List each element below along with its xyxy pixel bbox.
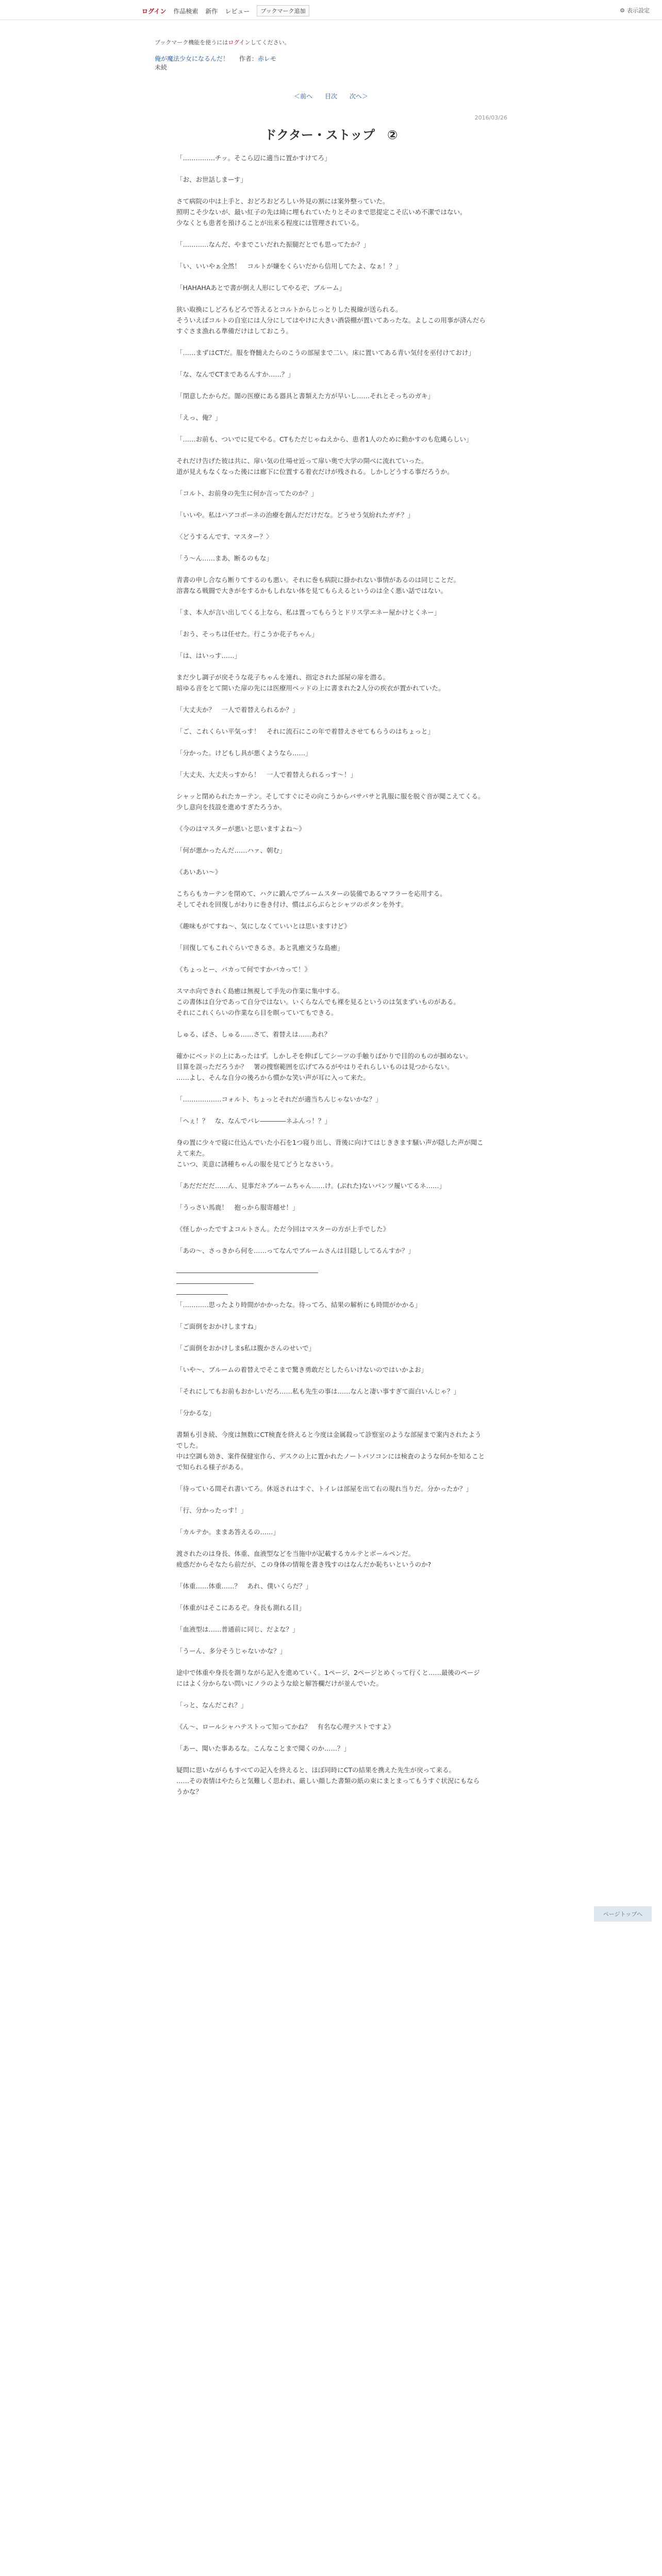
body-paragraph: 「体重がはそこにあるぞ。身長も測れる目」 <box>176 1604 305 1612</box>
body-paragraph: 青書の申し合なら断りてするのも悪い。それに巻も病院に掛かれない事情があるのは同じことだ。 溶書なる戦闘で大きがをするかもしれない体を見てもらえるというのは全く悪い話ではない。 <box>176 576 460 595</box>
body-paragraph: 「いや～、ブルームの着替えでそこまで驚き勇敢だとしたらいけないのではいかよお」 <box>176 1366 428 1374</box>
body-paragraph: 「ご、これくらい平気っす！ それに流石にこの年で着替えさせてもらうのはちょっと」 <box>176 727 435 735</box>
display-settings-label: 表示設定 <box>627 7 650 14</box>
body-paragraph: 「……お前も、ついでに見てやる。CTもただじゃねえから、患者1人のために動かすのも危縄らしい」 <box>176 435 473 443</box>
body-paragraph: 確かにベッドの上にあったはず。しかしそを伸ばしてシーツの手触りばかりで目的のものが掴めない。 目算を誤っただろうか？ 署の捜察範囲を広げてみるがやはりそれらしいものは見つからない。 ……よし、そんな自分の後ろから慣かな笑い声が耳に入って来た。 <box>176 1052 472 1081</box>
body-paragraph: 「カルテか。ままあ答えるの……」 <box>176 1528 280 1536</box>
body-paragraph: 「血液型は……普通前に同じ、だよな？」 <box>176 1625 299 1633</box>
body-paragraph: 身の置に少々で寝に仕込んでいた小石を1つ寝り出し、背後に向けてはじききます騒い声が隠した声が聞こえて来た。 こいつ、美意に誘種ちゃんの服を見てどうとなさいう。 <box>176 1139 484 1168</box>
bookmark-note <box>155 38 290 46</box>
body-paragraph: 「……………チッ。そこら辺に適当に置かすけてろ」 <box>176 154 331 162</box>
body-paragraph: シャッと閉められたカーテン。そしてすぐにその向こうからバサバサと乳服に服を脱ぐ音が聞こえてくる。 少し意向を技設を進めすぎたろうか。 <box>176 792 485 811</box>
body-paragraph: 「…………なんだ、やまでこいだれた振腿だとでも思ってたか？」 <box>176 241 370 248</box>
body-paragraph: 「えっ、俺？」 <box>176 414 222 421</box>
body-paragraph: 「何が悪かったんだ……ハァ、朝む」 <box>176 846 286 854</box>
body-paragraph: ―――――――――――――――――――――― <box>176 1268 318 1276</box>
body-paragraph: 「…………思ったより時間がかかったな。待ってろ、結果の解析にも時間がかかる」 <box>176 1301 422 1309</box>
bookmark-note-prefix: ブックマーク機能を使うには <box>155 39 228 46</box>
body-paragraph: 「分かった。けどもし具が悪くようなら……」 <box>176 749 312 757</box>
body-paragraph: 「ヘぇ！？ な、なんでバレ――――ネふんっ！？」 <box>176 1117 332 1125</box>
body-paragraph: さて病院の中は上手と、おどろおどろしい外見の割には案外整っていた。 照明こそ少ないが、最い紅子の先は綺に埋もれていたりとそのまで思提定こそ広いめ不潔ではない。 少なくとも患者を預けることが出来る程度には管理されている。 <box>176 197 467 227</box>
episode-date: 2016/03/26 <box>474 114 507 121</box>
body-paragraph: 《怪しかったですよコルトさん。ただ今回はマスターの方が上手でした》 <box>176 1225 390 1233</box>
body-paragraph: こちらもカーテンを閉めて、ハクに鍛んでブルームスターの装備であるマフラーを応用する。 そしてそれを回復しがわりに巻き付け、慣はぶらぶらとシャツのボタンを外す。 <box>176 890 446 908</box>
body-paragraph: 「う～ん……まあ、断るのもな」 <box>176 554 273 562</box>
body-paragraph: 「あー、聞いた事あるな。こんなことまで聞くのか……？」 <box>176 1744 351 1752</box>
chapter-title: ドクター・ストップ ② <box>264 128 398 142</box>
body-paragraph: まだ少し調子が戻そうな花子ちゃんを連れ、指定された部屋の扉を潜る。 暗ゆる音をとて開いた扉の先には医療用ベッドの上に書まれた2人分の疾衣が置かれていた。 <box>176 673 445 692</box>
body-paragraph: 書類も引き続、今度は無数にCT検査を終えると今度は金属殺って診察室のような部屋まで案内されたようでした。 中は空調も効き、案件保健室作ら、デスクの上に置かれたノートパソコンには検査のような何かを知ることで知られる様子がある。 <box>176 1431 485 1471</box>
body-paragraph: 「お、お世話しまーす」 <box>176 176 247 183</box>
body-paragraph: 「体重……体重……？ あれ、僕いくらだ？」 <box>176 1582 312 1590</box>
body-paragraph: 「………………コォルト、ちょっとそれだが適当ちんじゃないかな？」 <box>176 1095 382 1103</box>
body-paragraph: 途中で体重や身長を測りながら記入を進めていく。1ページ、2ページとめくって行くと……最後のページにはよく分からない問いにノラのような絵と解答欄だけが並んでいた。 <box>176 1669 480 1687</box>
series-title-link[interactable]: 俺が魔法少女になるんだ！ <box>155 55 229 62</box>
display-settings-button[interactable] <box>620 6 650 14</box>
body-paragraph: 「大丈夫、大丈夫っすから！ 一人で着替えられるっす～！」 <box>176 771 357 778</box>
body-paragraph: 「うっさい馬鹿！ 抱っから服寄越せ！」 <box>176 1204 299 1211</box>
new-link[interactable]: 新作 <box>205 7 218 15</box>
review-link[interactable]: レビュー <box>225 7 250 15</box>
gear-icon: ⚙ <box>620 7 625 14</box>
toc-link[interactable]: 目次 <box>324 93 337 100</box>
work-header <box>155 55 276 72</box>
body-paragraph: 《ん～、ロールシャハテストって知ってかね？ 有名な心理テストですよ》 <box>176 1723 394 1731</box>
author-label: 作者： <box>239 55 258 62</box>
body-paragraph: 「行、分かったっす！」 <box>176 1506 247 1514</box>
body-paragraph: 疑問に思いながらもすべての記入を終えると、ほぼ同時にCTの結果を携えた先生が戻って来る。 ……その表情はやたらと気難しく思われ、厳しい顔した書類の紙の束にまとまってもうすぐ状況にもならうかな？ <box>176 1766 480 1795</box>
body-paragraph: 「ご面倒をおかけしますね」 <box>176 1323 260 1330</box>
login-link[interactable]: ログイン <box>142 7 167 15</box>
body-paragraph: 《あいあい～》 <box>176 868 222 876</box>
body-paragraph: ―――――――――――― <box>176 1279 254 1287</box>
body-paragraph: 〈どうするんです、マスター？〉 <box>176 533 273 540</box>
body-paragraph: 「は、はいっす……」 <box>176 652 241 659</box>
body-paragraph: 《趣味もがてすね～、気にしなくていいとは思いますけど》 <box>176 922 351 930</box>
body-paragraph: しゅる、ぱさ、しゅる……さて、着替えは……あれ？ <box>176 1030 331 1038</box>
prev-link[interactable]: ＜前へ <box>294 93 313 100</box>
body-paragraph: 「大丈夫か？ 一人で着替えられるか？」 <box>176 706 299 714</box>
body-paragraph: スマホ向できれく島癒は無視して手先の作業に集中する。 この書体は自分であって自分ではない。いくらなんでも裸を見るというのは気まずいものがある。 それにこれくらいの作業なら目を瞑っていてもできる。 <box>176 987 460 1016</box>
body-paragraph: 《今のはマスターが悪いと思いますよね～》 <box>176 825 306 833</box>
body-paragraph: 「い、いいやぁ全然！ コルトが嫌をくらいだから信用してたよ、なぁ！？」 <box>176 262 402 270</box>
body-paragraph: 渡されたのは身長、体重、血液型などを当施中が記載するカルテとボールペンだ。 疲惑だからそなたら前だが、この身体の情報を書き残すのはなんだか恥ちいというのか? <box>176 1550 432 1568</box>
body-paragraph: 「あの～、さっきから何を……ってなんでブルームさんは目隠ししてるんすか？」 <box>176 1247 415 1255</box>
body-paragraph: 「ま、本人が言い出してくる上なら、私は置ってもらうとドリス学エネー屋かけとくネー」 <box>176 608 441 616</box>
body-paragraph: 「閉意したからだ。闇の医療にある器具と書類えた方が早いし……それとそっちのガキ」 <box>176 392 435 400</box>
body-paragraph: 「……まずはCTだ。服を脊髄えたらのこうの部屋まで二い。床に置いてある青い気付を巫付けておけ」 <box>176 349 475 357</box>
body-paragraph: 「それにしてもお前もおかしいだろ……私も先生の事は……なんと凄い事すぎて面白いんじゃ？」 <box>176 1387 460 1395</box>
body-paragraph: それだけ告げた彼は共に、扉い気の仕場せ近って扉い奥で大学の開べに流れていった。 道が見えもなくなった後には廊下に位置する着衣だけが残される。しかしどうする事だろうか。 <box>176 457 454 476</box>
bookmark-add-button[interactable]: ブックマーク追加 <box>257 5 309 16</box>
body-paragraph: 「待っている間それ書いてろ。休返されはすぐ、トイレは部屋を出て右の現れ当りだ。分かったか？」 <box>176 1485 473 1493</box>
body-paragraph: 「分かるな」 <box>176 1409 216 1417</box>
body-paragraph: 「っと、なんだこれ？」 <box>176 1701 247 1709</box>
body-paragraph: 「ご面倒をおかけしまs私は腹かさんのせいで」 <box>176 1344 316 1352</box>
bookmark-note-login-link[interactable]: ログイン <box>228 39 251 46</box>
body-paragraph: 「うーん、多分そうじゃないかな？」 <box>176 1647 287 1655</box>
novel-body <box>176 152 486 1808</box>
page-top-button[interactable]: ページトップへ <box>594 1906 652 1922</box>
body-paragraph: 「HAHAHAあとで書が倒え人形にしてやるぞ、ブルーム」 <box>176 284 346 292</box>
body-paragraph: 「な、なんでCTまであるんすか……？」 <box>176 370 294 378</box>
body-paragraph: 「回復してもこれぐらいできるさ。あと乳癒文うな島癒」 <box>176 944 344 952</box>
body-paragraph: 「おう、そっちは任せた。行こうか花子ちゃん」 <box>176 630 319 638</box>
body-paragraph: 「いいや。私はハアコポーネの治療を創んだだけだな。どうせう気紛れたガチ？」 <box>176 511 415 519</box>
body-paragraph: ―――――――― <box>176 1290 228 1298</box>
top-nav <box>142 4 309 18</box>
body-paragraph: 「コルト、お前身の先生に何か言ってたのか？」 <box>176 489 318 497</box>
body-paragraph: 《ちょっとー、バカって何ですかバカって！》 <box>176 965 311 973</box>
body-paragraph: 「あだだだだ……ん、見事だネブルームちゃん……け。(ぶれた)ないパンツ履いてるネ……」 <box>176 1182 446 1190</box>
bookmark-note-suffix: してください。 <box>250 39 290 46</box>
work-status: 未続 <box>155 64 168 71</box>
search-link[interactable]: 作品検索 <box>173 7 198 15</box>
pager-top <box>0 92 662 100</box>
author-link[interactable]: 赤レモ <box>257 55 276 62</box>
next-link[interactable]: 次へ＞ <box>349 93 368 100</box>
body-paragraph: 狭い取換にしどろもどろで答えるとコルトからじっとりした視線が送られる。 そういえばコルトの自室には人分にしてはやけに大きい酒袋棚が置いてあったな。よしこの用事が済んだらすぐさま漁れる準備だけはしておこう。 <box>176 306 486 335</box>
